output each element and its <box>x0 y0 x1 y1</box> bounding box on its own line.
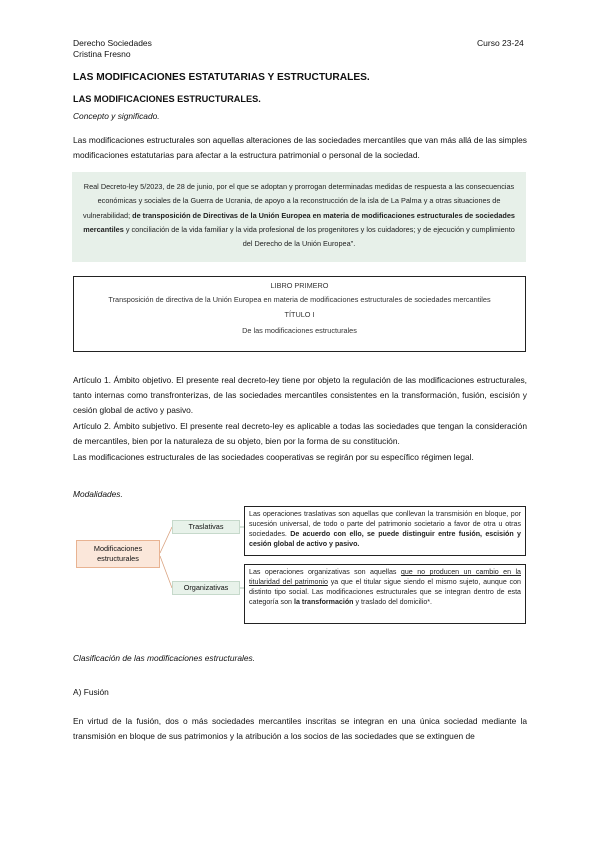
traslativas-description <box>244 506 526 556</box>
modificaciones-estructurales-node: Modificaciones estructurales <box>76 540 160 568</box>
traslativas-desc-text: Las operaciones traslativas son aquellas que conllevan la transmisión en bloque, por sucesión universal, de todo o parte del patrimonio societario a favor de otra u otras sociedades. <box>249 510 521 538</box>
cooperatives-note: Las modificaciones estructurales de las sociedades cooperativas se regirán por su específico régimen legal. <box>73 452 474 462</box>
main-title: LAS MODIFICACIONES ESTATUTARIAS Y ESTRUCTURALES. <box>73 72 370 83</box>
traslativas-desc-bold: De acuerdo con ello, se puede distinguir entre fusión, escisión y cesión global de activo y pasivo. <box>249 530 521 548</box>
title-heading: TÍTULO I <box>284 310 315 319</box>
fusion-heading: A) Fusión <box>73 687 109 697</box>
title-subtitle: De las modificaciones estructurales <box>242 325 357 335</box>
organizativas-desc-a: Las operaciones organizativas son aquellas <box>249 568 397 576</box>
connector-organizativas <box>160 556 172 588</box>
organizativas-node: Organizativas <box>172 581 240 595</box>
article-2: Artículo 2. Ámbito subjetivo. El presente real decreto-ley es aplicable a todas las sociedades que tengan la consideración de mercantiles, bien por la naturaleza de su objeto, bien por la forma de su constitución. <box>73 421 527 446</box>
fusion-paragraph: En virtud de la fusión, dos o más sociedades mercantiles inscritas se integran en una única sociedad mediante la transmisión en bloque de sus patrimonios y la atribución a los socios de las sociedades que se extinguen de <box>73 716 527 741</box>
header-course-title: Derecho Sociedades <box>73 38 152 48</box>
header-course-year: Curso 23-24 <box>477 38 524 48</box>
legal-reference-part1: Real Decreto-ley 5/2023, de 28 de junio, por el que se adoptan y prorrogan determinadas medidas de respuesta a las consecuencias económicas y sociales de la Guerra de Ucrania, de apoyo a la reconstrucción de la isla de La Palma y a otras situaciones de vulnerabilidad; <box>83 182 515 220</box>
organizativas-desc-b: ya que el titular sigue siendo el mismo sujeto, aunque con distinto tipo social. Las modificaciones estructurales que se integran dentro de esta categoría son <box>249 578 521 606</box>
header-author: Cristina Fresno <box>73 49 131 59</box>
organizativas-desc-c: y traslado del domicilio*. <box>355 598 432 606</box>
concept-heading: Concepto y significado. <box>73 111 160 121</box>
connector-traslativas <box>160 527 172 553</box>
article-1: Artículo 1. Ámbito objetivo. El presente real decreto-ley tiene por objeto la regulación de las modificaciones estructurales, tanto internas como transfronterizas, de las sociedades mercantiles consistentes en la transformación, fusión, escisión y cesión global de activo y pasivo. <box>73 375 527 415</box>
legal-reference-part2: y conciliación de la vida familiar y la vida profesional de los progenitores y los cuidadores; y de ejecución y cumplimiento del Derecho de la Unión Europea". <box>125 224 515 249</box>
legal-reference-bold: de transposición de Directivas de la Unión Europea en materia de modificaciones estructurales de sociedades mercantiles <box>83 210 515 234</box>
concept-paragraph: Las modificaciones estructurales son aquellas alteraciones de las sociedades mercantiles que van más allá de las simples modificaciones estatutarias para afectar a la estructura patrimonial o personal de la sociedad. <box>73 135 527 160</box>
book-heading: LIBRO PRIMERO <box>270 281 329 290</box>
classification-heading: Clasificación de las modificaciones estructurales. <box>73 653 256 663</box>
organizativas-desc-bold: la transformación <box>293 598 354 606</box>
organizativas-description <box>244 564 526 624</box>
organizativas-desc-underlined: que no producen un cambio en la titularidad del patrimonio <box>249 568 521 586</box>
section-title: LAS MODIFICACIONES ESTRUCTURALES. <box>73 94 261 104</box>
book-subtitle: Transposición de directiva de la Unión Europea en materia de modificaciones estructurales de sociedades mercantiles <box>108 294 491 304</box>
modalidades-heading: Modalidades. <box>73 489 123 499</box>
traslativas-node: Traslativas <box>172 520 240 534</box>
